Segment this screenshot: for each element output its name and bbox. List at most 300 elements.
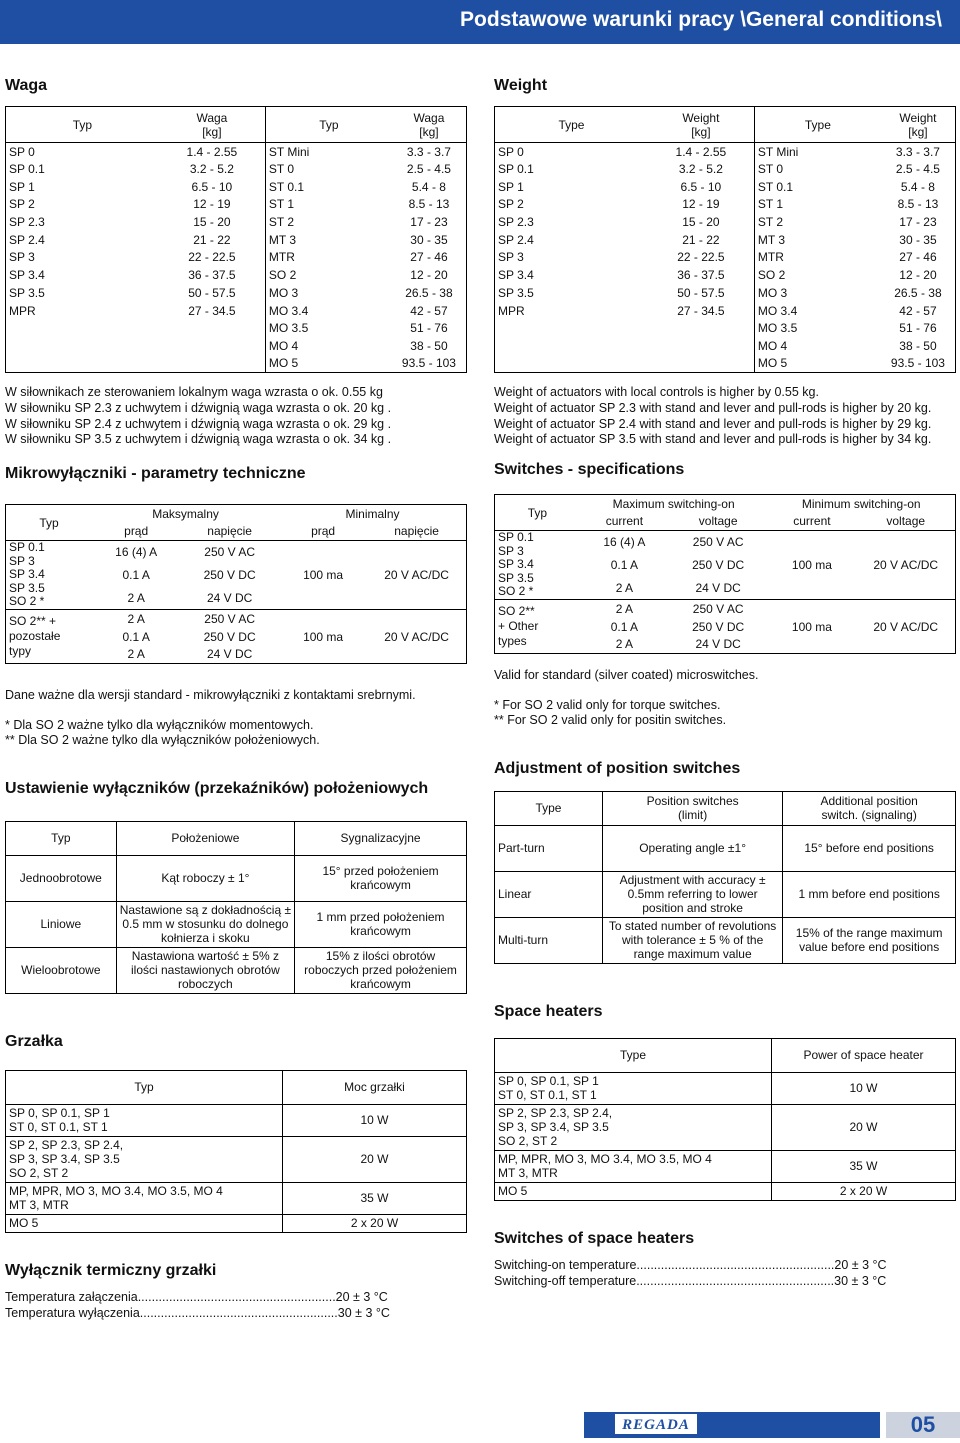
micro-table bbox=[5, 504, 467, 664]
value-cell: 15% of the range maximum value before end positions bbox=[783, 917, 956, 963]
table-row bbox=[6, 178, 467, 196]
table-row bbox=[6, 1182, 467, 1214]
weight-label: Waga bbox=[413, 110, 445, 125]
col-header: Typ bbox=[6, 821, 117, 855]
value-cell: Nastawiona wartość ± 5% z ilości nastawionych obrotów roboczych bbox=[116, 947, 294, 993]
col-power-header: Moc grzałki bbox=[283, 1070, 467, 1104]
page-title: Podstawowe warunki pracy \General conditions\ bbox=[460, 8, 942, 31]
table-header-row bbox=[6, 505, 467, 523]
table-row bbox=[495, 871, 956, 917]
type-cell: SP 0 bbox=[495, 143, 648, 161]
micro-title: Switches - specifications bbox=[494, 461, 685, 479]
col-type-header: Type bbox=[495, 1038, 772, 1072]
weight-cell: 21 - 22 bbox=[682, 232, 720, 247]
type-cell: SP 3.4 bbox=[498, 268, 534, 283]
min-voltage-cell: 20 V AC/DC bbox=[856, 600, 955, 654]
table-row bbox=[495, 284, 956, 302]
unit-label: [kg] bbox=[908, 124, 928, 139]
current-cell: 2 A bbox=[580, 600, 669, 618]
weight-cell: 27 - 34.5 bbox=[677, 303, 725, 318]
table-row bbox=[6, 1136, 467, 1182]
weight-cell: 8.5 - 13 bbox=[897, 197, 939, 212]
type-cell: ST 0.1 bbox=[265, 178, 392, 196]
current-header: current bbox=[605, 514, 644, 529]
weight-cell: 1.4 - 2.55 bbox=[648, 143, 755, 161]
weight-note: Weight of actuators with local controls is higher by 0.55 kg. bbox=[494, 384, 819, 399]
weight-cell: 27 - 46 bbox=[410, 250, 448, 265]
weight-note: Weight of actuator SP 3.5 with stand and lever and pull-rods is higher by 34 kg. bbox=[494, 432, 932, 447]
col-weight-header bbox=[392, 107, 467, 143]
weight-label: Weight bbox=[682, 110, 720, 125]
type-cell: SP 3 bbox=[498, 250, 524, 265]
value-cell: Nastawione są z dokładnością ± 0.5 mm w stosunku do dolnego kołnierza i skoku bbox=[116, 901, 294, 947]
weight-table bbox=[5, 106, 467, 373]
col-type-header: Typ bbox=[6, 1070, 283, 1104]
micro-note-1: * Dla SO 2 ważne tylko dla wyłączników momentowych. bbox=[5, 717, 314, 732]
min-voltage-cell: 20 V AC/DC bbox=[367, 610, 466, 664]
table-row bbox=[6, 249, 467, 267]
min-header: Minimalny bbox=[345, 506, 400, 521]
type-cell: SP 2.3 bbox=[9, 215, 45, 230]
type-cell: ST 1 bbox=[265, 196, 392, 214]
table-header-row bbox=[495, 1038, 956, 1072]
unit-label: [kg] bbox=[202, 124, 222, 139]
type-cell: MO 3.4 bbox=[754, 302, 881, 320]
table-row bbox=[495, 266, 956, 284]
weight-note: W siłowniku SP 3.5 z uchwytem i dźwignią waga wzrasta o ok. 34 kg . bbox=[5, 432, 392, 447]
weight-title: Weight bbox=[494, 77, 548, 94]
position-table bbox=[494, 791, 956, 964]
weight-cell bbox=[159, 337, 266, 355]
power-cell: 10 W bbox=[283, 1104, 467, 1136]
weight-cell: 26.5 - 38 bbox=[405, 285, 453, 300]
type-cell: SP 0 bbox=[6, 143, 159, 161]
col-header: Położeniowe bbox=[116, 821, 294, 855]
weight-note: W siłownikach ze sterowaniem lokalnym waga wzrasta o ok. 0.55 kg bbox=[5, 384, 383, 399]
weight-cell: 38 - 50 bbox=[410, 338, 448, 353]
type-cell: MO 4 bbox=[265, 337, 392, 355]
col-type-header: Type bbox=[754, 107, 881, 143]
weight-cell: 26.5 - 38 bbox=[894, 285, 942, 300]
type-cell: MO 3.4 bbox=[265, 302, 392, 320]
type-cell: ST 2 bbox=[754, 213, 881, 231]
table-row bbox=[6, 160, 467, 178]
value-cell: Kąt roboczy ± 1° bbox=[116, 855, 294, 901]
type-cell: Jednoobrotowe bbox=[19, 871, 102, 886]
table-row bbox=[495, 1150, 956, 1182]
thermo-off: Switching-off temperature.........................................................30 ± 3 °C bbox=[494, 1273, 887, 1288]
weight-cell bbox=[648, 337, 755, 355]
type-cell: SP 2 bbox=[498, 197, 524, 212]
col-type-header: Type bbox=[558, 117, 585, 132]
type-group-cell: SP 0.1 SP 3 SP 3.4 SP 3.5 SO 2 * bbox=[495, 531, 580, 600]
table-row bbox=[495, 231, 956, 249]
weight-cell bbox=[159, 319, 266, 337]
weight-cell: 3.3 - 3.7 bbox=[881, 143, 956, 161]
col-weight-header bbox=[159, 107, 266, 143]
weight-cell: 30 - 35 bbox=[899, 232, 937, 247]
table-row bbox=[495, 337, 956, 355]
table-header-row bbox=[6, 1070, 467, 1104]
value-cell: 15° before end positions bbox=[783, 825, 956, 871]
type-cell: Liniowe bbox=[6, 901, 117, 947]
col-type-header: Typ bbox=[39, 515, 59, 530]
current-header: prąd bbox=[124, 524, 149, 539]
type-cell: MT 3 bbox=[265, 231, 392, 249]
weight-cell: 2.5 - 4.5 bbox=[895, 162, 940, 177]
weight-cell: 12 - 20 bbox=[410, 268, 448, 283]
table-row bbox=[495, 1182, 956, 1200]
type-group-cell: SP 0.1 SP 3 SP 3.4 SP 3.5 SO 2 * bbox=[6, 541, 93, 610]
heater-title: Grzałka bbox=[5, 1032, 63, 1050]
table-row bbox=[6, 901, 467, 947]
type-cell: Multi-turn bbox=[495, 917, 603, 963]
min-current-cell: 100 ma bbox=[767, 600, 856, 654]
current-header: prąd bbox=[311, 524, 336, 539]
type-cell: SP 2 bbox=[9, 197, 35, 212]
type-cell: SP 3 bbox=[9, 250, 35, 265]
current-header: current bbox=[793, 514, 831, 529]
col-type-header: Typ bbox=[527, 505, 548, 520]
weight-cell: 2.5 - 4.5 bbox=[406, 162, 451, 177]
min-current-cell: 100 ma bbox=[279, 610, 367, 664]
min-current-cell: 100 ma bbox=[767, 531, 856, 600]
min-current-cell: 100 ma bbox=[279, 541, 367, 610]
type-cell: SP 2.4 bbox=[9, 232, 45, 247]
voltage-cell: 24 V DC bbox=[206, 590, 253, 605]
weight-cell: 6.5 - 10 bbox=[191, 179, 233, 194]
type-cell bbox=[6, 337, 159, 355]
col-header: Position switches (limit) bbox=[602, 791, 782, 825]
type-cell: MP, MPR, MO 3, MO 3.4, MO 3.5, MO 4 MT 3, MTR bbox=[495, 1150, 772, 1182]
power-cell: 35 W bbox=[283, 1182, 467, 1214]
table-row bbox=[495, 213, 956, 231]
value-cell: To stated number of revolutions with tolerance ± 5 % of the range maximum value bbox=[602, 917, 782, 963]
current-cell: 2 A bbox=[615, 637, 634, 652]
power-cell: 35 W bbox=[772, 1150, 956, 1182]
table-row bbox=[6, 337, 467, 355]
type-cell: SP 2.3 bbox=[498, 215, 534, 230]
table-row bbox=[6, 266, 467, 284]
voltage-cell: 250 V AC bbox=[180, 541, 279, 564]
type-cell: MP, MPR, MO 3, MO 3.4, MO 3.5, MO 4 MT 3, MTR bbox=[6, 1182, 283, 1214]
micro-title: Mikrowyłączniki - parametry techniczne bbox=[5, 465, 306, 483]
weight-cell: 3.2 - 5.2 bbox=[189, 162, 234, 177]
power-cell: 20 W bbox=[772, 1104, 956, 1150]
weight-cell: 12 - 20 bbox=[899, 268, 937, 283]
type-cell: MPR bbox=[498, 303, 525, 318]
table-row bbox=[6, 1214, 467, 1232]
power-cell: 2 x 20 W bbox=[772, 1182, 956, 1200]
thermo-title: Switches of space heaters bbox=[494, 1229, 695, 1247]
table-header-row bbox=[495, 107, 956, 143]
micro-note-1: * For SO 2 valid only for torque switches. bbox=[494, 697, 721, 712]
table-row bbox=[495, 355, 956, 373]
current-cell: 16 (4) A bbox=[92, 541, 180, 564]
type-cell bbox=[495, 319, 648, 337]
weight-cell bbox=[159, 355, 266, 373]
page-number: 05 bbox=[886, 1412, 960, 1438]
table-row bbox=[6, 610, 467, 628]
value-cell: Adjustment with accuracy ± 0.5mm referring to lower position and stroke bbox=[602, 871, 782, 917]
table-row bbox=[6, 143, 467, 161]
position-title: Ustawienie wyłączników (przekaźników) położeniowych bbox=[5, 779, 429, 797]
weight-cell: 50 - 57.5 bbox=[188, 285, 236, 300]
weight-cell: 6.5 - 10 bbox=[680, 179, 722, 194]
type-cell: SP 1 bbox=[498, 179, 524, 194]
weight-cell: 42 - 57 bbox=[410, 303, 448, 318]
col-weight-header bbox=[648, 107, 755, 143]
type-cell: ST 0.1 bbox=[754, 178, 881, 196]
table-row bbox=[6, 1104, 467, 1136]
table-row bbox=[6, 231, 467, 249]
type-cell: MTR bbox=[754, 249, 881, 267]
table-row bbox=[495, 825, 956, 871]
weight-cell: 1.4 - 2.55 bbox=[159, 143, 266, 161]
table-row bbox=[495, 1104, 956, 1150]
type-cell: SP 0.1 bbox=[9, 162, 45, 177]
regada-logo: REGADA bbox=[614, 1413, 698, 1435]
type-cell: SP 3.5 bbox=[9, 285, 45, 300]
heater-title: Space heaters bbox=[494, 1002, 603, 1020]
table-row bbox=[495, 319, 956, 337]
type-cell: MO 3.5 bbox=[265, 319, 392, 337]
weight-title: Waga bbox=[5, 77, 48, 94]
type-cell: ST 2 bbox=[265, 213, 392, 231]
type-cell: ST 1 bbox=[754, 196, 881, 214]
table-row bbox=[6, 213, 467, 231]
weight-cell: 42 - 57 bbox=[899, 303, 937, 318]
table-row bbox=[495, 302, 956, 320]
type-cell: MO 3.5 bbox=[754, 319, 881, 337]
col-weight-header bbox=[881, 107, 956, 143]
voltage-cell: 250 V DC bbox=[203, 568, 256, 583]
table-row bbox=[495, 1072, 956, 1104]
table-row bbox=[6, 196, 467, 214]
type-cell: SP 0, SP 0.1, SP 1 ST 0, ST 0.1, ST 1 bbox=[9, 1106, 110, 1135]
table-row bbox=[495, 143, 956, 161]
thermo-off: Temperatura wyłączenia.........................................................30 ± 3 °C bbox=[5, 1305, 390, 1320]
table-row bbox=[495, 196, 956, 214]
weight-label: Weight bbox=[899, 110, 937, 125]
type-cell: SP 3.4 bbox=[9, 268, 45, 283]
col-header: Additional position switch. (signaling) bbox=[783, 791, 956, 825]
col-type-header: Typ bbox=[72, 117, 93, 132]
table-row bbox=[6, 855, 467, 901]
unit-label: [kg] bbox=[691, 124, 711, 139]
type-cell: SO 2 bbox=[265, 266, 392, 284]
type-cell: SO 2 bbox=[754, 266, 881, 284]
col-power-header: Power of space heater bbox=[772, 1038, 956, 1072]
type-cell bbox=[495, 337, 648, 355]
weight-cell: 12 - 19 bbox=[193, 197, 231, 212]
type-cell: MO 5 bbox=[495, 1182, 772, 1200]
unit-label: [kg] bbox=[419, 124, 439, 139]
weight-note: Weight of actuator SP 2.4 with stand and lever and pull-rods is higher by 29 kg. bbox=[494, 416, 932, 431]
voltage-cell: 24 V DC bbox=[695, 580, 741, 595]
type-cell: MT 3 bbox=[754, 231, 881, 249]
value-cell: 15° przed położeniem krańcowym bbox=[295, 855, 467, 901]
weight-cell: 93.5 - 103 bbox=[401, 356, 456, 371]
type-group-cell: SO 2** + Other types bbox=[495, 600, 580, 654]
weight-cell: 30 - 35 bbox=[410, 232, 448, 247]
type-cell bbox=[6, 355, 159, 373]
current-cell: 0.1 A bbox=[122, 629, 150, 644]
type-cell: Linear bbox=[495, 871, 603, 917]
weight-note: W siłowniku SP 2.3 z uchwytem i dźwignią waga wzrasta o ok. 20 kg . bbox=[5, 400, 392, 415]
table-row bbox=[495, 600, 956, 618]
type-cell: MO 5 bbox=[265, 355, 392, 373]
type-group-cell: SO 2** + pozostałe typy bbox=[6, 610, 93, 664]
table-row bbox=[6, 302, 467, 320]
weight-note: W siłowniku SP 2.4 z uchwytem i dźwignią waga wzrasta o ok. 29 kg . bbox=[5, 416, 392, 431]
position-table bbox=[5, 821, 467, 994]
voltage-cell: 250 V AC bbox=[180, 610, 279, 628]
weight-cell: 36 - 37.5 bbox=[188, 268, 236, 283]
weight-cell: 17 - 23 bbox=[899, 215, 937, 230]
type-cell: Wieloobrotowe bbox=[6, 947, 117, 993]
position-title: Adjustment of position switches bbox=[494, 759, 741, 777]
min-voltage-cell: 20 V AC/DC bbox=[856, 531, 955, 600]
weight-cell bbox=[648, 355, 755, 373]
weight-cell: 15 - 20 bbox=[193, 215, 231, 230]
power-cell: 20 W bbox=[283, 1136, 467, 1182]
type-cell: MO 5 bbox=[6, 1214, 283, 1232]
voltage-header: voltage bbox=[698, 514, 738, 529]
polish-column bbox=[5, 74, 467, 1321]
type-cell: MO 3 bbox=[265, 284, 392, 302]
micro-table bbox=[494, 494, 956, 654]
table-row bbox=[495, 249, 956, 267]
power-cell: 10 W bbox=[772, 1072, 956, 1104]
table-row bbox=[6, 319, 467, 337]
min-header: Minimum switching-on bbox=[801, 496, 921, 511]
current-cell: 2 A bbox=[92, 610, 180, 628]
table-header-row bbox=[495, 495, 956, 513]
type-cell: ST Mini bbox=[754, 143, 881, 161]
type-cell: SP 2, SP 2.3, SP 2.4, SP 3, SP 3.4, SP 3.5 SO 2, ST 2 bbox=[6, 1136, 283, 1182]
weight-cell: 38 - 50 bbox=[899, 338, 937, 353]
weight-cell: 51 - 76 bbox=[410, 321, 448, 336]
type-cell bbox=[6, 319, 159, 337]
current-cell: 0.1 A bbox=[122, 568, 150, 583]
type-cell: MO 5 bbox=[754, 355, 881, 373]
weight-cell: 3.3 - 3.7 bbox=[392, 143, 467, 161]
weight-cell: 15 - 20 bbox=[682, 215, 720, 230]
type-cell: MO 4 bbox=[754, 337, 881, 355]
weight-cell: 51 - 76 bbox=[899, 321, 937, 336]
voltage-header: voltage bbox=[886, 514, 926, 529]
min-voltage-cell: 20 V AC/DC bbox=[367, 541, 466, 610]
value-cell: 15% z ilości obrotów roboczych przed położeniem krańcowym bbox=[295, 947, 467, 993]
col-header: Type bbox=[495, 791, 603, 825]
weight-table bbox=[494, 106, 956, 373]
voltage-cell: 250 V DC bbox=[203, 629, 256, 644]
type-cell: Part-turn bbox=[498, 841, 545, 856]
table-header-row bbox=[6, 107, 467, 143]
micro-valid-note: Valid for standard (silver coated) microswitches. bbox=[494, 668, 759, 683]
type-cell: ST 0 bbox=[265, 160, 392, 178]
value-cell: 1 mm przed położeniem krańcowym bbox=[295, 901, 467, 947]
weight-cell: 36 - 37.5 bbox=[677, 268, 725, 283]
type-cell: SP 1 bbox=[9, 179, 35, 194]
voltage-cell: 24 V DC bbox=[206, 647, 253, 662]
micro-valid-note: Dane ważne dla wersji standard - mikrowyłączniki z kontaktami srebrnymi. bbox=[5, 688, 416, 703]
thermo-on: Temperatura załączenia.........................................................20 ± 3 °C bbox=[5, 1289, 388, 1304]
voltage-cell: 24 V DC bbox=[695, 637, 741, 652]
weight-cell: 5.4 - 8 bbox=[900, 179, 935, 194]
micro-note-2: ** Dla SO 2 ważne tylko dla wyłączników położeniowych. bbox=[5, 733, 320, 748]
weight-cell: 93.5 - 103 bbox=[890, 356, 945, 371]
voltage-cell: 250 V DC bbox=[692, 558, 745, 573]
weight-cell bbox=[648, 319, 755, 337]
weight-notes bbox=[494, 385, 956, 448]
weight-cell: 5.4 - 8 bbox=[411, 179, 446, 194]
voltage-cell: 250 V AC bbox=[669, 531, 768, 554]
weight-cell: 22 - 22.5 bbox=[677, 250, 725, 265]
current-cell: 16 (4) A bbox=[580, 531, 669, 554]
table-header-row bbox=[6, 821, 467, 855]
table-row bbox=[495, 917, 956, 963]
weight-cell: 3.2 - 5.2 bbox=[678, 162, 723, 177]
type-cell: MTR bbox=[265, 249, 392, 267]
weight-cell: 50 - 57.5 bbox=[677, 285, 725, 300]
type-cell: MPR bbox=[9, 303, 36, 318]
english-column bbox=[494, 74, 956, 1289]
power-cell: 2 x 20 W bbox=[283, 1214, 467, 1232]
type-cell: SP 0, SP 0.1, SP 1 ST 0, ST 0.1, ST 1 bbox=[498, 1074, 599, 1103]
voltage-header: napięcie bbox=[207, 524, 252, 539]
voltage-cell: 250 V DC bbox=[692, 619, 745, 634]
table-row bbox=[6, 355, 467, 373]
type-cell: SP 2.4 bbox=[498, 232, 534, 247]
current-cell: 2 A bbox=[127, 590, 145, 605]
table-row bbox=[6, 947, 467, 993]
current-cell: 0.1 A bbox=[610, 619, 639, 634]
col-header: Sygnalizacyjne bbox=[295, 821, 467, 855]
table-row bbox=[6, 284, 467, 302]
current-cell: 2 A bbox=[615, 580, 634, 595]
table-header-row bbox=[495, 791, 956, 825]
weight-cell: 21 - 22 bbox=[193, 232, 231, 247]
current-cell: 0.1 A bbox=[610, 558, 639, 573]
weight-label: Waga bbox=[196, 110, 228, 125]
type-cell: MO 3 bbox=[754, 284, 881, 302]
max-header: Maksymalny bbox=[152, 506, 219, 521]
voltage-header: napięcie bbox=[394, 524, 439, 539]
thermo-title: Wyłącznik termiczny grzałki bbox=[5, 1261, 217, 1279]
value-cell: Operating angle ±1° bbox=[602, 825, 782, 871]
weight-cell: 8.5 - 13 bbox=[408, 197, 450, 212]
max-header: Maximum switching-on bbox=[612, 496, 735, 511]
header-bar bbox=[0, 0, 960, 44]
heater-table bbox=[494, 1038, 956, 1201]
weight-note: Weight of actuator SP 2.3 with stand and lever and pull-rods is higher by 20 kg. bbox=[494, 400, 932, 415]
type-cell: SP 2, SP 2.3, SP 2.4, SP 3, SP 3.4, SP 3.5 SO 2, ST 2 bbox=[495, 1104, 772, 1150]
weight-cell: 12 - 19 bbox=[682, 197, 720, 212]
type-cell: SP 3.5 bbox=[498, 285, 534, 300]
col-type-header: Typ bbox=[265, 107, 392, 143]
current-cell: 2 A bbox=[127, 647, 145, 662]
table-row bbox=[495, 531, 956, 554]
thermo-on: Switching-on temperature.........................................................20 ± 3 °C bbox=[494, 1257, 887, 1272]
type-cell: SP 0.1 bbox=[498, 162, 534, 177]
type-cell bbox=[495, 355, 648, 373]
type-cell: ST 0 bbox=[754, 160, 881, 178]
table-row bbox=[6, 541, 467, 564]
heater-table bbox=[5, 1070, 467, 1233]
weight-notes bbox=[5, 385, 467, 448]
